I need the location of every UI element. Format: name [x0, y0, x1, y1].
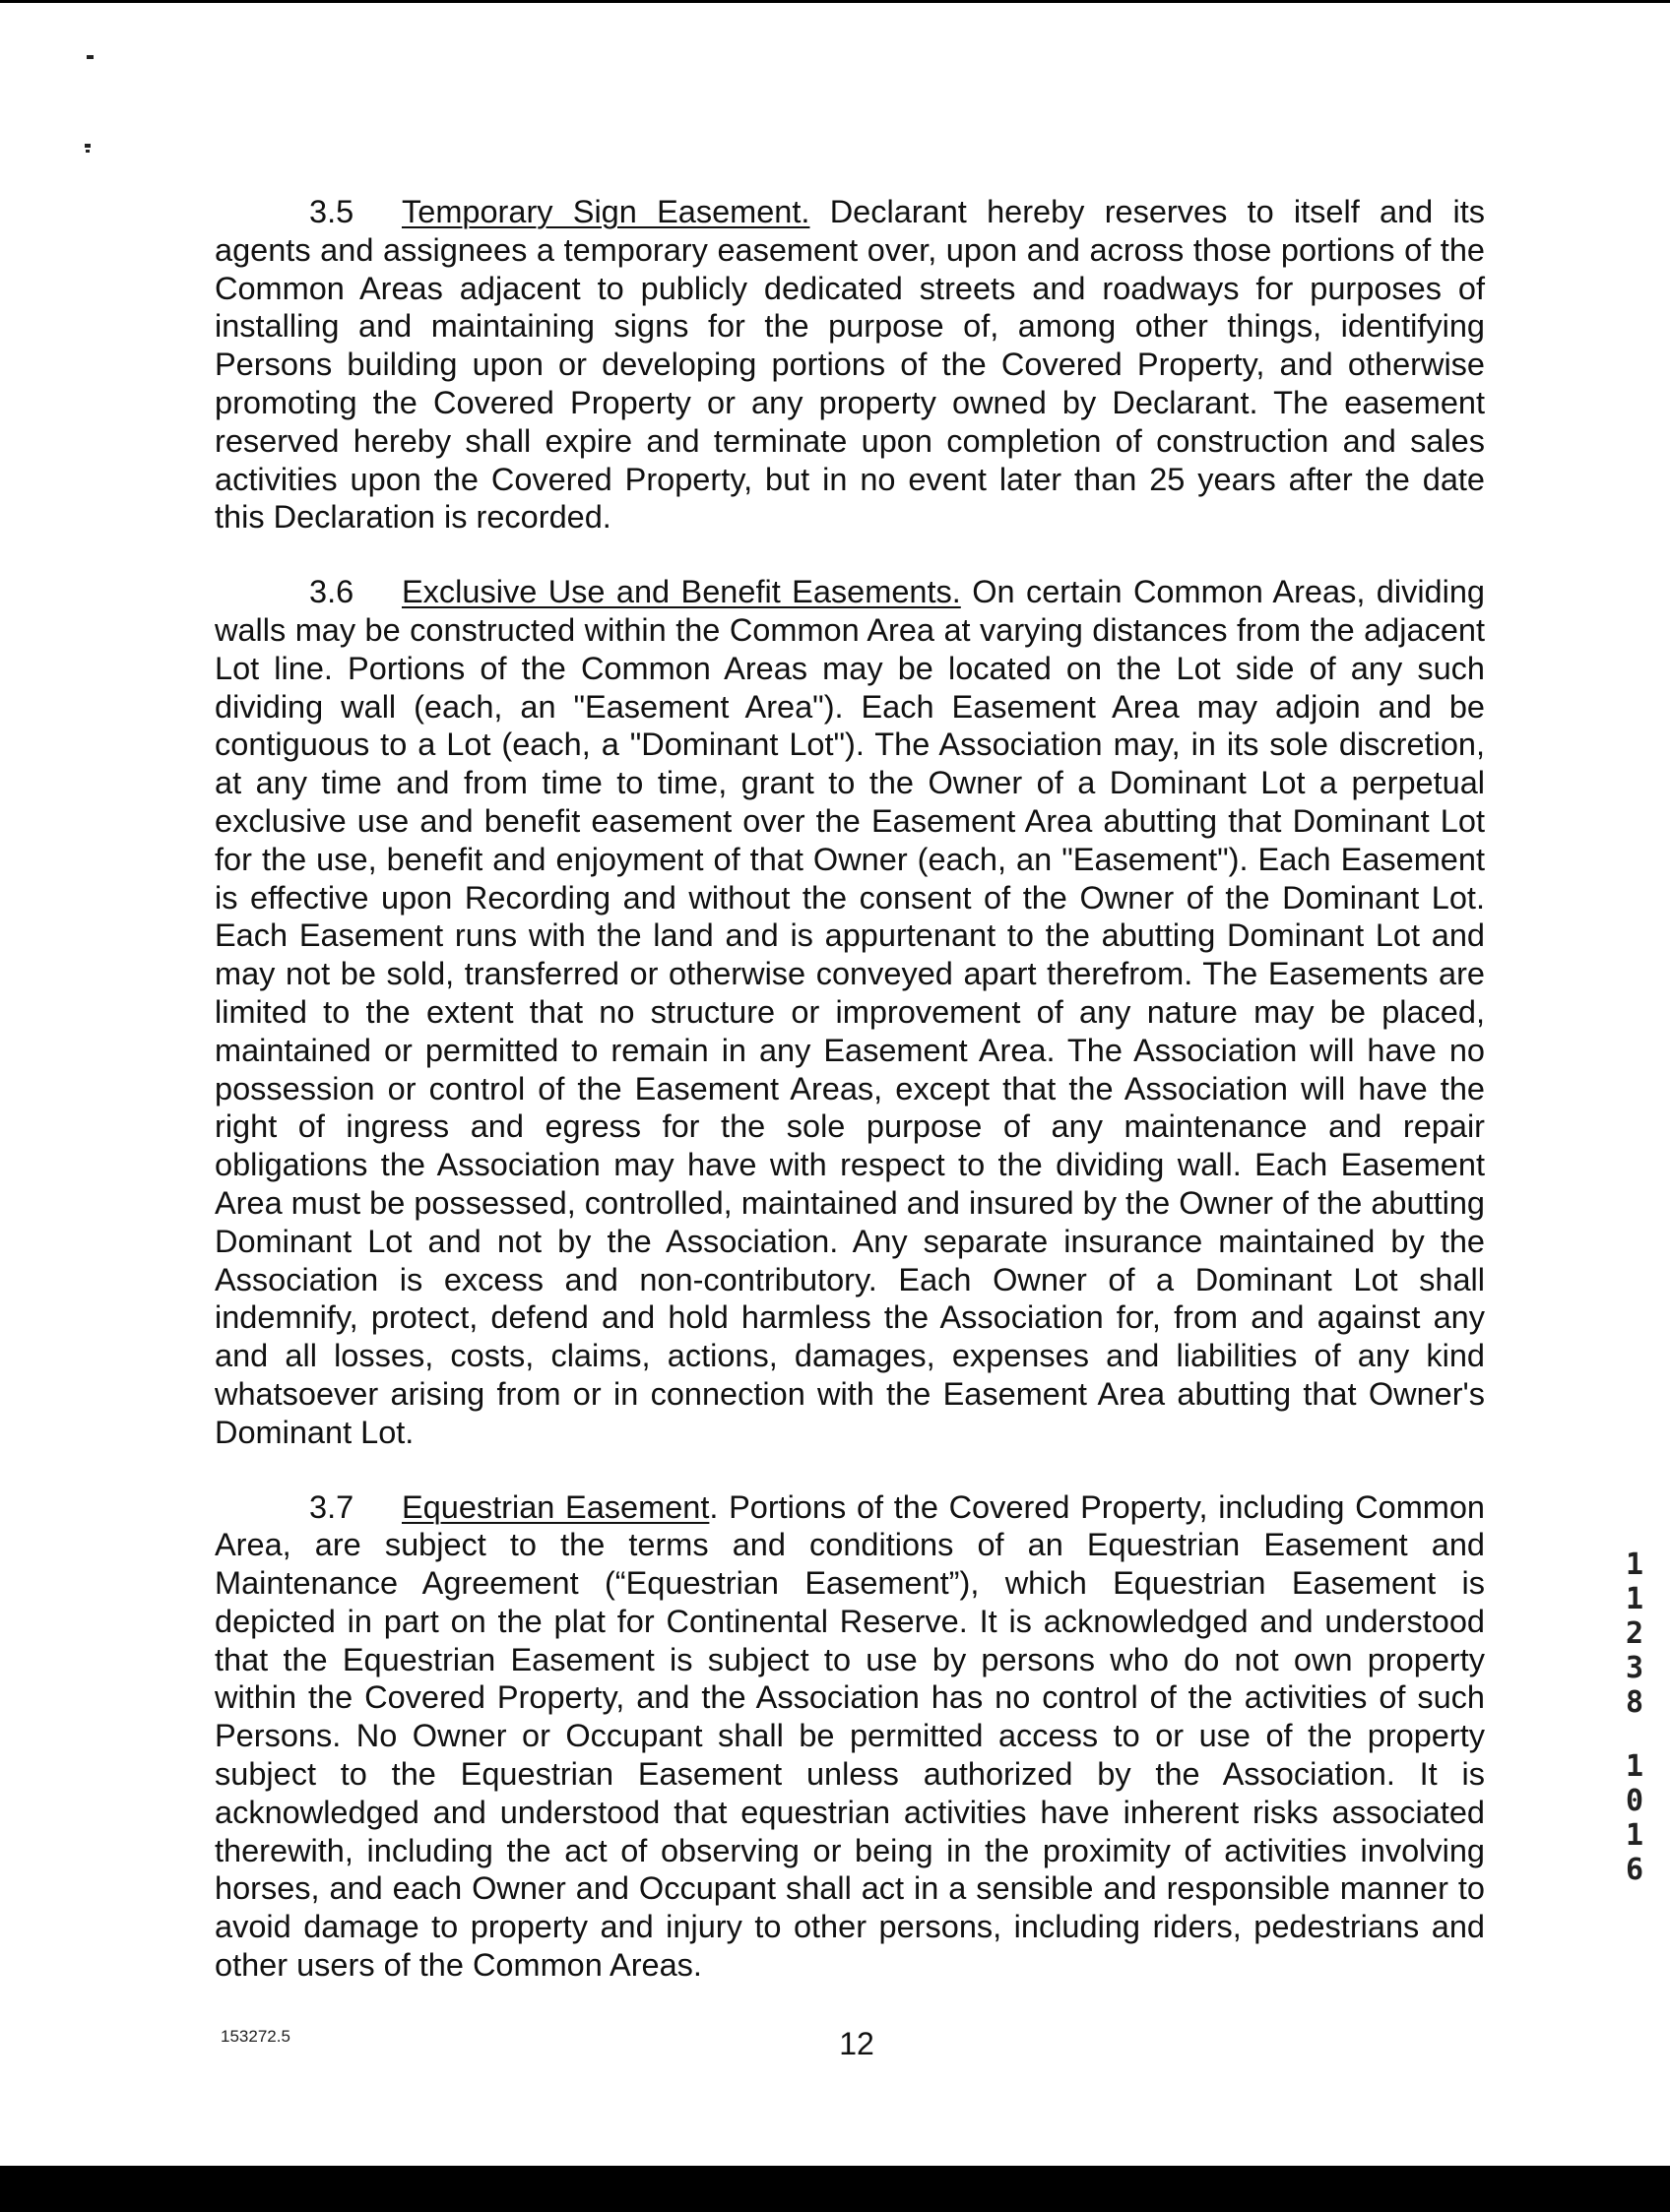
stamp-digit: 1	[1625, 1818, 1644, 1853]
top-scan-edge	[0, 0, 1670, 3]
document-body	[215, 193, 1485, 2021]
stamp-digit: 6	[1625, 1853, 1644, 1887]
section-3-7	[215, 1488, 1485, 1985]
recording-stamp-top	[1615, 1548, 1654, 1720]
page-number: 12	[839, 2026, 874, 2061]
section-number: 3.6	[309, 574, 354, 610]
section-heading: Equestrian Easement	[402, 1488, 710, 1525]
stamp-digit: 1	[1625, 1582, 1644, 1616]
stamp-digit: 3	[1625, 1651, 1644, 1685]
stamp-digit: 2	[1625, 1616, 1644, 1651]
bottom-scan-edge	[0, 2166, 1670, 2212]
section-text: . Portions of the Covered Property, including Common Area, are subject to the terms and conditions of an Equestrian Easement and Maintenance Agreement (“Equestrian Easement”), which Equestrian Easement is depicted in part on the plat for Continental Reserve. It is acknowledged and understood that the Equestrian Easement is subject to use by persons who do not own property within the Covered Property, and the Association has no control of the activities of such Persons. No Owner or Occupant shall be permitted access to or use of the property subject to the Equestrian Easement unless authorized by the Association. It is acknowledged and understood that equestrian activities have inherent risks associated therewith, including the act of observing or being in the proximity of activities involving horses, and each Owner and Occupant shall act in a sensible and responsible manner to avoid damage to property and injury to other persons, including riders, pedestrians and other users of the Common Areas.	[215, 1488, 1485, 1984]
section-number: 3.5	[309, 194, 354, 229]
section-3-6	[215, 573, 1485, 1451]
scan-speck	[87, 55, 94, 59]
section-number: 3.7	[309, 1488, 354, 1525]
stamp-digit: 1	[1625, 1548, 1644, 1582]
section-text: Declarant hereby reserves to itself and its agents and assignees a temporary easement over, upon and across those portions of the Common Areas adjacent to publicly dedicated streets and roadways for purposes of installing and maintaining signs for the purpose of, among other things, identifying Persons building upon or developing portions of the Covered Property, and otherwise promoting the Covered Property or any property owned by Declarant. The easement reserved hereby shall expire and terminate upon completion of construction and sales activities upon the Covered Property, but in no event later than 25 years after the date this Declaration is recorded.	[215, 194, 1486, 536]
document-id: 153272.5	[221, 2027, 290, 2046]
stamp-digit: 0	[1625, 1784, 1644, 1818]
stamp-digit: 8	[1625, 1685, 1644, 1720]
section-text: On certain Common Areas, dividing walls may be constructed within the Common Area at varying distances from the adjacent Lot line. Portions of the Common Areas may be located on the Lot side of any such dividing wall (each, an "Easement Area"). Each Easement Area may adjoin and be contiguous to a Lot (each, a "Dominant Lot"). The Association may, in its sole discretion, at any time and from time to time, grant to the Owner of a Dominant Lot a perpetual exclusive use and benefit easement over the Easement Area abutting that Dominant Lot for the use, benefit and enjoyment of that Owner (each, an "Easement"). Each Easement is effective upon Recording and without the consent of the Owner of the Dominant Lot. Each Easement runs with the land and is appurtenant to the abutting Dominant Lot and may not be sold, transferred or otherwise conveyed apart therefrom. The Easements are limited to the extent that no structure or improvement of any nature may be placed, maintained or permitted to remain in any Easement Area. The Association will have no possession or control of the Easement Areas, except that the Association will have the right of ingress and egress for the sole purpose of any maintenance and repair obligations the Association may have with respect to the dividing wall. Each Easement Area must be possessed, controlled, maintained and insured by the Owner of the abutting Dominant Lot and not by the Association. Any separate insurance maintained by the Association is excess and non-contributory. Each Owner of a Dominant Lot shall indemnify, protect, defend and hold harmless the Association for, from and against any and all losses, costs, claims, actions, damages, expenses and liabilities of any kind whatsoever arising from or in connection with the Easement Area abutting that Owner's Dominant Lot.	[215, 574, 1485, 1450]
recording-stamp-bottom	[1615, 1749, 1654, 1887]
section-heading: Exclusive Use and Benefit Easements.	[402, 574, 961, 610]
stamp-digit: 1	[1625, 1749, 1644, 1784]
section-heading: Temporary Sign Easement.	[402, 194, 810, 229]
section-3-5	[215, 193, 1485, 537]
scan-speck	[86, 150, 90, 153]
scan-speck	[85, 144, 91, 148]
